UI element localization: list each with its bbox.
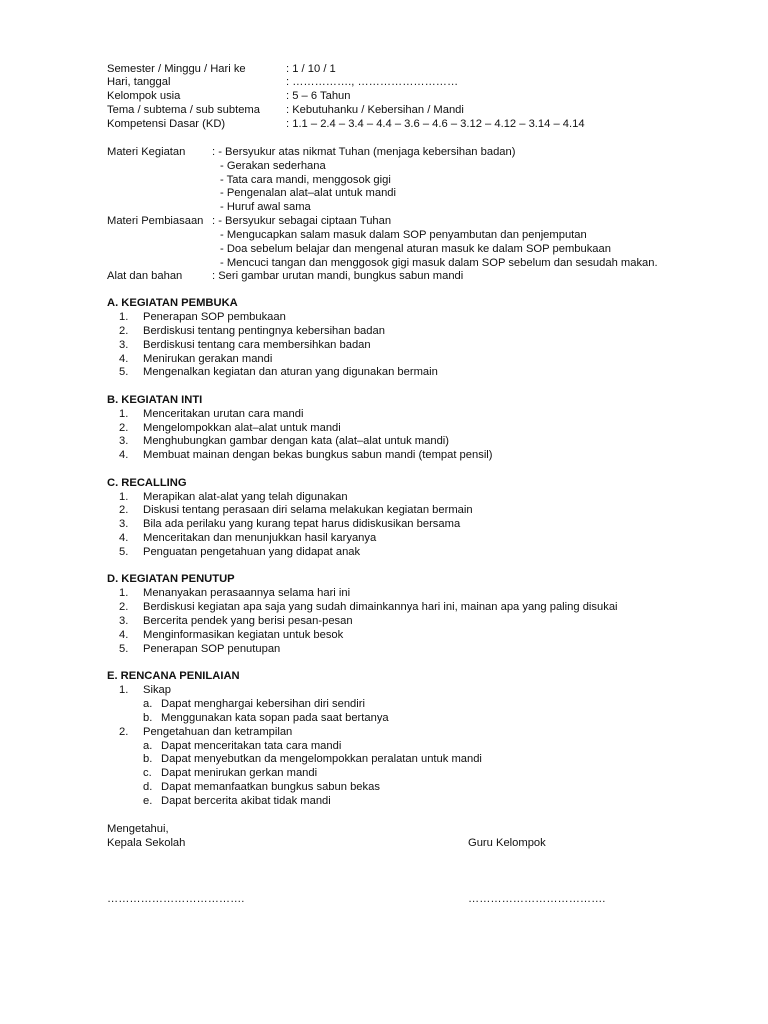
sub-letter: d. [143, 781, 153, 793]
list-item: Mengelompokkan alat–alat untuk mandi [143, 422, 341, 434]
list-item: Penerapan SOP pembukaan [143, 311, 286, 323]
sub-letter: a. [143, 698, 153, 710]
list-item: Mengenalkan kegiatan dan aturan yang digunakan bermain [143, 366, 438, 378]
header-value: : 1.1 – 2.4 – 3.4 – 4.4 – 3.6 – 4.6 – 3.12 – 4.12 – 3.14 – 4.14 [286, 118, 585, 130]
list-number: 1. [119, 587, 129, 599]
header-value: : Kebutuhanku / Kebersihan / Mandi [286, 104, 464, 116]
list-number: 3. [119, 435, 129, 447]
signature-line-left: ………………………………. [107, 893, 245, 905]
list-item: Menceritakan urutan cara mandi [143, 408, 304, 420]
sub-letter: a. [143, 740, 153, 752]
list-number: 1. [119, 684, 129, 696]
list-item: Menginformasikan kegiatan untuk besok [143, 629, 344, 641]
list-item: Menghubungkan gambar dengan kata (alat–alat untuk mandi) [143, 435, 450, 447]
list-number: 4. [119, 629, 129, 641]
list-number: 4. [119, 353, 129, 365]
list-item: Menceritakan dan menunjukkan hasil karyanya [143, 532, 377, 544]
list-number: 3. [119, 615, 129, 627]
materi-pembiasaan-item: - Mengucapkan salam masuk dalam SOP penyambutan dan penjemputan [220, 229, 587, 241]
list-number: 2. [119, 325, 129, 337]
list-number: 5. [119, 643, 129, 655]
materi-kegiatan-item: - Huruf awal sama [220, 201, 311, 213]
header-label: Kelompok usia [107, 90, 181, 102]
list-item: Merapikan alat-alat yang telah digunakan [143, 491, 348, 503]
list-number: 1. [119, 408, 129, 420]
alat-bahan-label: Alat dan bahan [107, 270, 183, 282]
materi-kegiatan-item: - Pengenalan alat–alat untuk mandi [220, 187, 397, 199]
list-number: 4. [119, 449, 129, 461]
sub-letter: e. [143, 795, 153, 807]
materi-pembiasaan-item: - Doa sebelum belajar dan mengenal aturan masuk ke dalam SOP pembukaan [220, 243, 611, 255]
section-title: B. KEGIATAN INTI [107, 394, 203, 406]
list-item: Membuat mainan dengan bekas bungkus sabun mandi (tempat pensil) [143, 449, 493, 461]
list-number: 3. [119, 518, 129, 530]
materi-pembiasaan-label: Materi Pembiasaan [107, 215, 204, 227]
header-label: Tema / subtema / sub subtema [107, 104, 260, 116]
list-number: 1. [119, 311, 129, 323]
mengetahui-label: Mengetahui, [107, 823, 169, 835]
header-label: Kompetensi Dasar (KD) [107, 118, 226, 130]
section-title: A. KEGIATAN PEMBUKA [107, 297, 238, 309]
list-item: Berdiskusi tentang cara membersihkan badan [143, 339, 371, 351]
signature-line-right: ………………………………. [468, 893, 606, 905]
list-item: Bercerita pendek yang berisi pesan-pesan [143, 615, 353, 627]
sub-item: Dapat menghargai kebersihan diri sendiri [161, 698, 365, 710]
materi-kegiatan-label: Materi Kegiatan [107, 146, 186, 158]
materi-kegiatan-first: : - Bersyukur atas nikmat Tuhan (menjaga kebersihan badan) [212, 146, 516, 158]
header-label: Semester / Minggu / Hari ke [107, 63, 246, 75]
sub-letter: b. [143, 753, 153, 765]
list-number: 2. [119, 601, 129, 613]
list-number: 2. [119, 422, 129, 434]
group-label: Pengetahuan dan ketrampilan [143, 726, 293, 738]
list-number: 3. [119, 339, 129, 351]
section-title: D. KEGIATAN PENUTUP [107, 573, 235, 585]
list-number: 2. [119, 726, 129, 738]
list-number: 2. [119, 504, 129, 516]
list-number: 4. [119, 532, 129, 544]
sub-item: Dapat bercerita akibat tidak mandi [161, 795, 331, 807]
list-number: 5. [119, 366, 129, 378]
list-item: Bila ada perilaku yang kurang tepat harus didiskusikan bersama [143, 518, 461, 530]
sub-item: Dapat menyebutkan da mengelompokkan peralatan untuk mandi [161, 753, 482, 765]
sub-item: Dapat menceritakan tata cara mandi [161, 740, 342, 752]
header-value: : 5 – 6 Tahun [286, 90, 351, 102]
group-label: Sikap [143, 684, 171, 696]
header-value: : 1 / 10 / 1 [286, 63, 336, 75]
materi-pembiasaan-first: : - Bersyukur sebagai ciptaan Tuhan [212, 215, 392, 227]
sub-item: Menggunakan kata sopan pada saat bertanya [161, 712, 389, 724]
materi-kegiatan-item: - Tata cara mandi, menggosok gigi [220, 174, 391, 186]
list-item: Penguatan pengetahuan yang didapat anak [143, 546, 361, 558]
list-item: Menanyakan perasaannya selama hari ini [143, 587, 351, 599]
list-item: Penerapan SOP penutupan [143, 643, 281, 655]
sub-letter: b. [143, 712, 153, 724]
alat-bahan-value: : Seri gambar urutan mandi, bungkus sabun mandi [212, 270, 464, 282]
materi-kegiatan-item: - Gerakan sederhana [220, 160, 326, 172]
materi-pembiasaan-item: - Mencuci tangan dan menggosok gigi masuk dalam SOP sebelum dan sesudah makan. [220, 257, 658, 269]
sub-letter: c. [143, 767, 152, 779]
sub-item: Dapat memanfaatkan bungkus sabun bekas [161, 781, 380, 793]
list-item: Diskusi tentang perasaan diri selama melakukan kegiatan bermain [143, 504, 473, 516]
section-title: C. RECALLING [107, 477, 187, 489]
list-item: Berdiskusi tentang pentingnya kebersihan badan [143, 325, 385, 337]
kepala-sekolah-label: Kepala Sekolah [107, 837, 186, 849]
section-title: E. RENCANA PENILAIAN [107, 670, 240, 682]
list-number: 5. [119, 546, 129, 558]
list-number: 1. [119, 491, 129, 503]
sub-item: Dapat menirukan gerkan mandi [161, 767, 318, 779]
list-item: Menirukan gerakan mandi [143, 353, 273, 365]
list-item: Berdiskusi kegiatan apa saja yang sudah dimainkannya hari ini, mainan apa yang paling disukai [143, 601, 618, 613]
header-label: Hari, tanggal [107, 76, 171, 88]
guru-kelompok-label: Guru Kelompok [468, 837, 546, 849]
header-value: : ……………., ……………………… [286, 76, 459, 88]
